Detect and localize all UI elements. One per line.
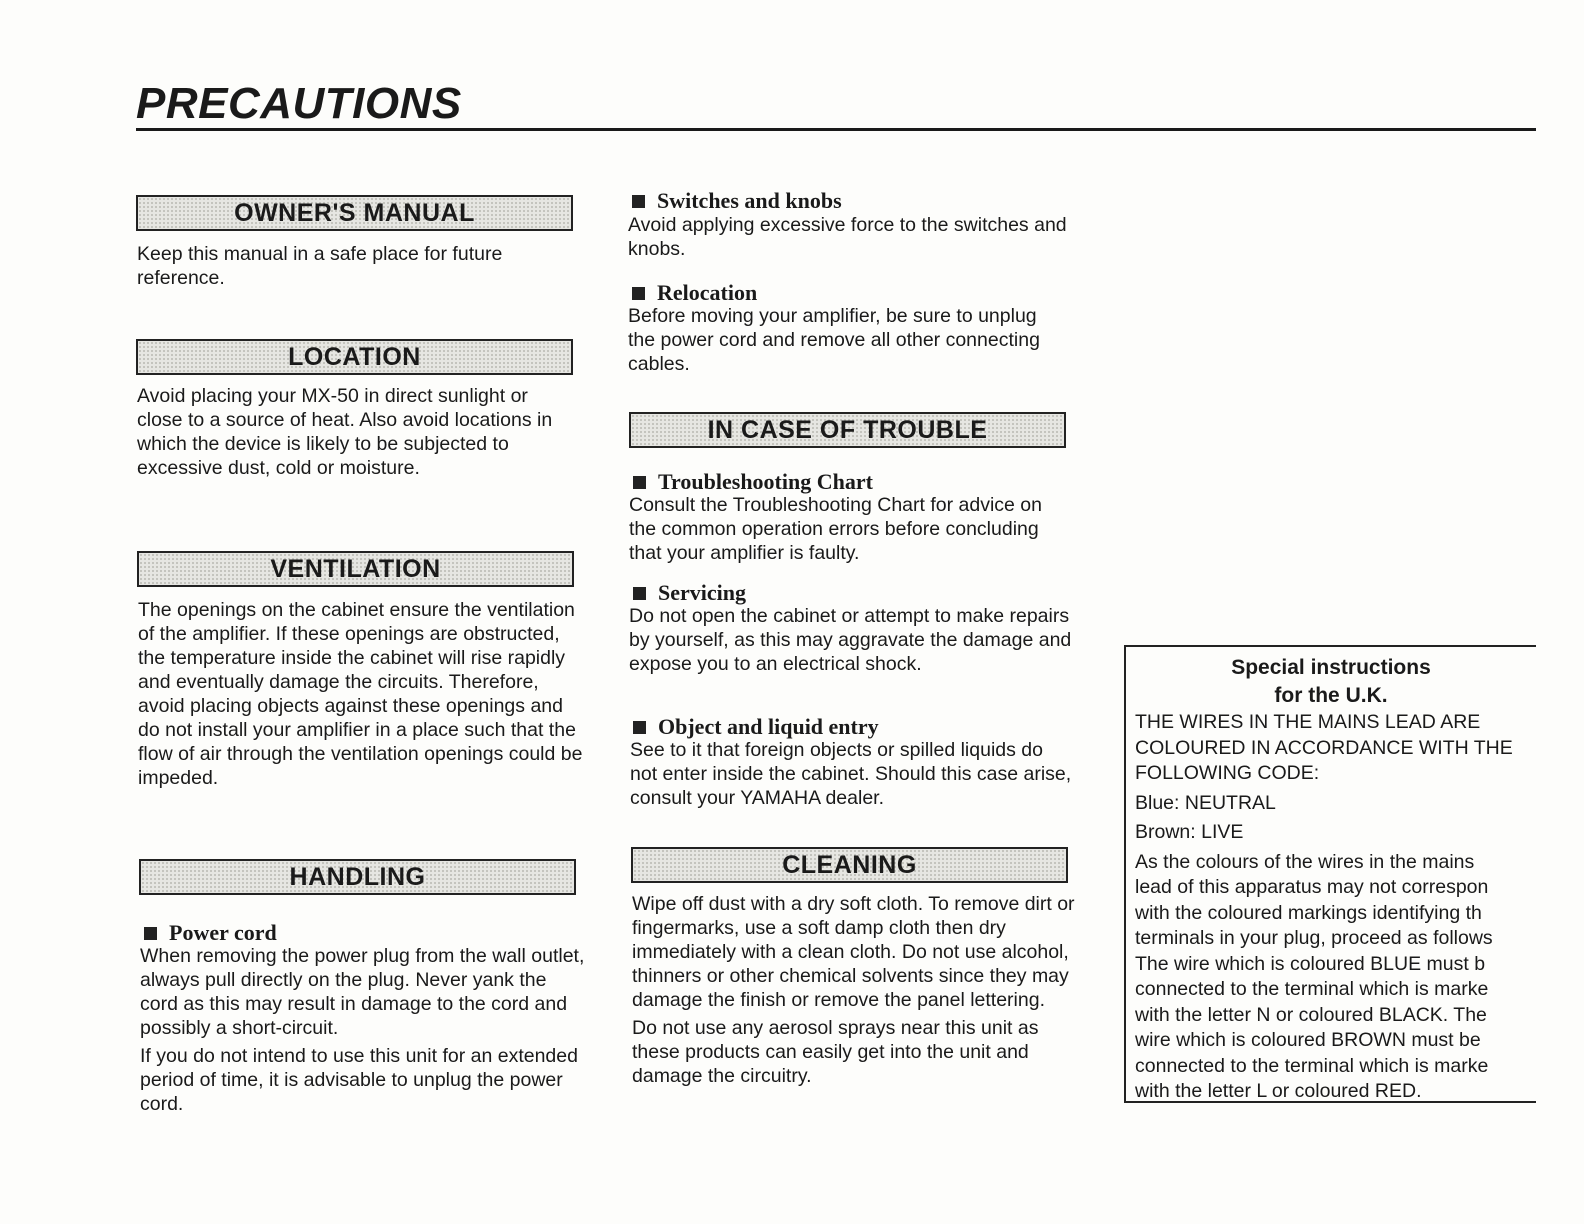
ventilation-banner [137,551,574,587]
location-banner [136,339,573,375]
handling-banner [139,859,576,895]
ventilation-heading: VENTILATION [270,554,441,583]
owners-manual-banner [136,195,573,231]
power-cord-heading: Power cord [144,920,277,946]
servicing-text: Do not open the cabinet or attempt to make repairs by yourself, as this may aggravate the damage and expose you to an electrical shock. [629,605,1072,675]
cleaning-text: Wipe off dust with a dry soft cloth. To remove dirt or fingermarks, use a soft damp cloth then dry immediately with a clean cloth. Do not use alcohol, thinners or other chemical solvents since they may damage the finish or remove the panel lettering. Do not use any aerosol sprays near this unit as these products can easily get into the unit and damage the circuitry. [632,893,1075,1087]
title-divider [136,128,1536,131]
troubleshooting-chart-text: Consult the Troubleshooting Chart for advice on the common operation errors before concluding that your amplifier is faulty. [629,494,1042,564]
ventilation-text: The openings on the cabinet ensure the ventilation of the amplifier. If these openings are obstructed, the temperature inside the cabinet will rise rapidly and eventually damage the circuits. Therefore, avoid placing objects against these openings and do not install your amplifier in a place such that the flow of air through the ventilation openings could be impeded. [138,599,583,789]
bullet-square-icon [633,721,646,734]
cleaning-heading: CLEANING [782,850,917,879]
location-text: Avoid placing your MX-50 in direct sunlight or close to a source of heat. Also avoid locations in which the device is likely to be subjected to excessive dust, cold or moisture. [137,385,553,479]
object-liquid-heading: Object and liquid entry [633,714,879,740]
power-cord-text: When removing the power plug from the wall outlet, always pull directly on the plug. Never yank the cord as this may result in damage to the cord and possibly a short-circuit. If you do not intend to use this unit for an extended period of time, it is advisable to unplug the power cord. [140,945,585,1115]
trouble-banner [629,412,1066,448]
switches-text: Avoid applying excessive force to the switches and knobs. [628,214,1067,260]
uk-instructions-box [1124,645,1536,1103]
bullet-square-icon [632,195,645,208]
handling-heading: HANDLING [289,862,426,891]
object-liquid-text: See to it that foreign objects or spilled liquids do not enter inside the cabinet. Should this case arise, consult your YAMAHA dealer. [630,739,1072,809]
bullet-square-icon [632,287,645,300]
servicing-heading: Servicing [633,580,746,606]
bullet-square-icon [633,476,646,489]
owners-manual-heading: OWNER'S MANUAL [234,198,475,227]
relocation-heading: Relocation [632,280,757,306]
uk-instructions-title: Special instructions for the U.K. [1231,656,1431,707]
relocation-text: Before moving your amplifier, be sure to unplug the power cord and remove all other connecting cables. [628,305,1040,375]
cleaning-banner [631,847,1068,883]
page-title: PRECAUTIONS [136,79,462,128]
uk-instructions-text: THE WIRES IN THE MAINS LEAD ARE COLOURED IN ACCORDANCE WITH THE FOLLOWING CODE: Blue: NEUTRAL Brown: LIVE As the colours of the wires in the mains lead of this apparatus may not correspon with the coloured markings identifying th terminals in your plug, proceed as follows The wire which is coloured BLUE must b connected to the terminal which is marke with the letter N or coloured BLACK. The wire which is coloured BROWN must be connected to the terminal which is marke with the letter L or coloured RED. [1135,711,1513,1102]
trouble-heading: IN CASE OF TROUBLE [707,415,988,444]
bullet-square-icon [633,587,646,600]
troubleshooting-chart-heading: Troubleshooting Chart [633,469,873,495]
owners-manual-text: Keep this manual in a safe place for future reference. [137,243,503,289]
switches-heading: Switches and knobs [632,188,842,214]
location-heading: LOCATION [288,342,421,371]
bullet-square-icon [144,927,157,940]
